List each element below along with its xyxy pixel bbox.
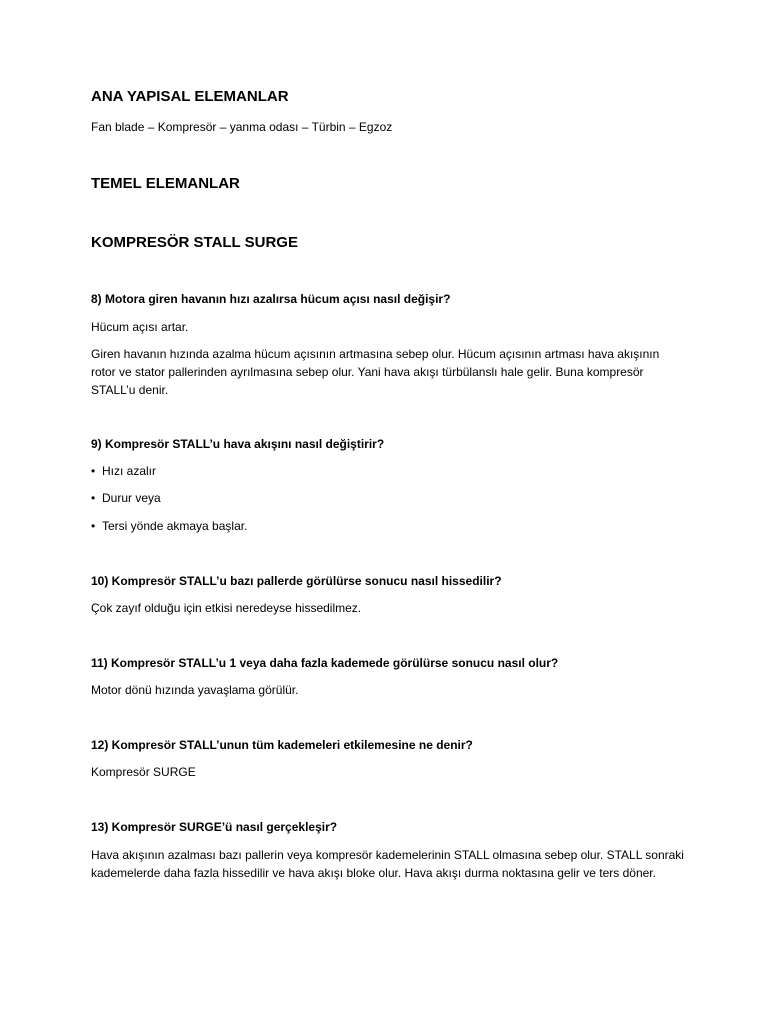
bullet-item-2	[91, 491, 691, 506]
question-13: 13) Kompresör SURGE’ü nasıl gerçekleşir?	[91, 820, 338, 834]
bullet-item-3	[91, 519, 691, 534]
question-8: 8) Motora giren havanın hızı azalırsa hücum açısı nasıl değişir?	[91, 292, 451, 306]
bullet-dot: •	[91, 464, 96, 478]
bullet-text: Hızı azalır	[102, 464, 157, 478]
question-9: 9) Kompresör STALL’u hava akışını nasıl değiştirir?	[91, 437, 385, 451]
answer-10: Çok zayıf olduğu için etkisi neredeyse hissedilmez.	[91, 601, 362, 615]
text-ana-elemanlar-list: Fan blade – Kompresör – yanma odası – Türbin – Egzoz	[91, 120, 393, 134]
heading-kompresor-stall-surge: KOMPRESÖR STALL SURGE	[91, 234, 298, 251]
bullet-dot: •	[91, 491, 96, 505]
question-10: 10) Kompresör STALL’u bazı pallerde görülürse sonucu nasıl hissedilir?	[91, 574, 502, 588]
heading-ana-yapisal-elemanlar: ANA YAPISAL ELEMANLAR	[91, 88, 289, 105]
heading-temel-elemanlar: TEMEL ELEMANLAR	[91, 175, 240, 192]
answer-13: Hava akışının azalması bazı pallerin veya kompresör kademelerinin STALL olmasına sebep olur. STALL sonraki kademelerde daha fazla hissedilir ve hava akışı bloke olur. Hava akışı durma noktasına gelir ve ters döner.	[91, 848, 684, 880]
answer-12: Kompresör SURGE	[91, 765, 196, 779]
answer-8: Hücum açısı artar.	[91, 320, 189, 334]
answer-11: Motor dönü hızında yavaşlama görülür.	[91, 683, 299, 697]
bullet-dot: •	[91, 519, 96, 533]
bullet-text: Tersi yönde akmaya başlar.	[102, 519, 248, 533]
question-11: 11) Kompresör STALL’u 1 veya daha fazla kademede görülürse sonucu nasıl olur?	[91, 656, 559, 670]
bullet-item-1	[91, 464, 691, 479]
bullet-text: Durur veya	[102, 491, 161, 505]
question-12: 12) Kompresör STALL’unun tüm kademeleri etkilemesine ne denir?	[91, 738, 473, 752]
explanation-8: Giren havanın hızında azalma hücum açısının artmasına sebep olur. Hücum açısının artması hava akışının rotor ve stator pallerinden ayrılmasına sebep olur. Yani hava akışı türbülanslı hale gelir. Buna kompresör STALL’u denir.	[91, 347, 660, 397]
